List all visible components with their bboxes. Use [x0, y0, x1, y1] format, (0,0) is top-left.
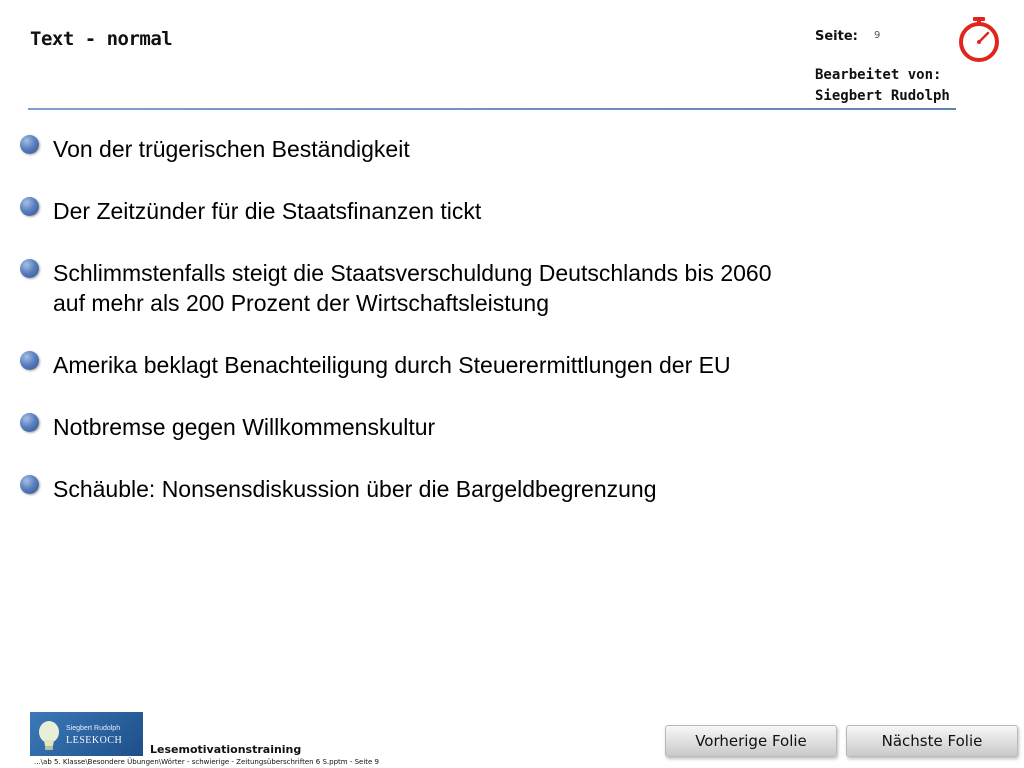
next-slide-button[interactable]: Nächste Folie — [846, 725, 1018, 757]
list-item-text: Schlimmstenfalls steigt die Staatsverschuldung Deutschlands bis 2060 — [53, 260, 772, 286]
list-item — [20, 258, 900, 318]
bullet-icon — [20, 351, 39, 370]
list-item — [20, 474, 900, 504]
logo-author: Siegbert Rudolph — [66, 725, 121, 732]
lightbulb-icon — [36, 720, 62, 752]
bullet-icon — [20, 413, 39, 432]
editor-name: Siegbert Rudolph — [815, 88, 950, 104]
page-number: 9 — [874, 30, 881, 41]
list-item-text-continued: auf mehr als 200 Prozent der Wirtschaftsleistung — [53, 290, 550, 316]
list-item-text: Amerika beklagt Benachteiligung durch Steuerermittlungen der EU — [53, 352, 731, 378]
list-item-text: Der Zeitzünder für die Staatsfinanzen tickt — [53, 198, 482, 224]
bullet-icon — [20, 475, 39, 494]
bullet-icon — [20, 259, 39, 278]
editor-label: Bearbeitet von: — [815, 67, 942, 83]
bullet-icon — [20, 197, 39, 216]
list-item-text: Notbremse gegen Willkommenskultur — [53, 414, 436, 440]
logo-brand: LESEKOCH — [66, 735, 123, 746]
list-item — [20, 196, 900, 226]
header-divider — [28, 108, 956, 110]
footer-brand: Lesemotivationstraining — [150, 743, 302, 756]
list-item — [20, 134, 900, 164]
list-item-text: Von der trügerischen Beständigkeit — [53, 136, 410, 162]
list-item — [20, 350, 900, 380]
page-label: Seite: — [815, 29, 858, 44]
slide-title: Text - normal — [30, 28, 173, 50]
headline-list — [20, 134, 900, 504]
previous-slide-button[interactable]: Vorherige Folie — [665, 725, 837, 757]
list-item — [20, 412, 900, 442]
stopwatch-icon[interactable] — [954, 14, 1004, 64]
bullet-icon — [20, 135, 39, 154]
lesekoch-logo — [30, 712, 143, 756]
list-item-text: Schäuble: Nonsensdiskussion über die Bargeldbegrenzung — [53, 476, 657, 502]
footer-file-path: ...\ab 5. Klasse\Besondere Übungen\Wörter - schwierige - Zeitungsüberschriften 6 S.pptm - Seite 9 — [34, 758, 380, 766]
